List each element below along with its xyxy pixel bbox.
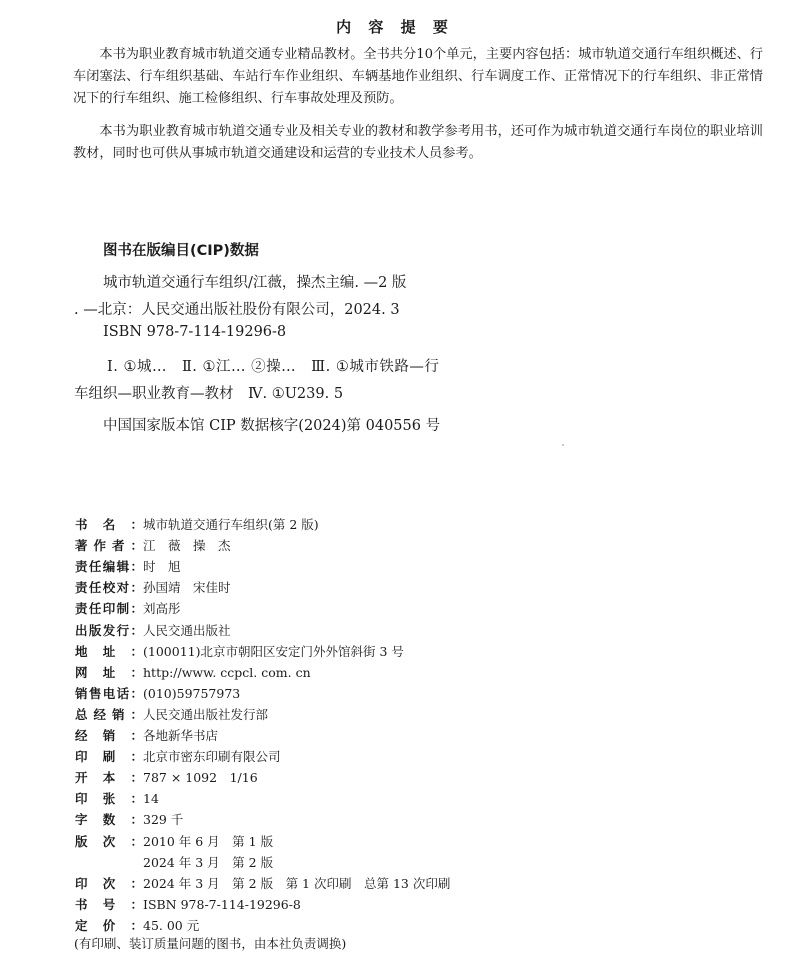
info-label: 地址：: [75, 643, 143, 659]
info-label: 开本：: [75, 770, 143, 786]
info-label: 责任校对：: [75, 580, 143, 596]
info-row: [75, 874, 450, 894]
summary-paragraph-1: 本书为职业教育城市轨道交通专业精品教材。全书共分10个单元，主要内容包括：城市轨道交通行车组织概述、行车闭塞法、行车组织基础、车站行车作业组织、车辆基地作业组织、行车调度工作、正常情况下的行车组织、非正常情况下的行车组织、施工检修组织、行车事故处理及预防。: [73, 47, 763, 106]
info-row: [75, 789, 159, 809]
info-value: (010)59757973: [143, 685, 241, 701]
info-row: [75, 578, 231, 598]
info-label: 字数：: [75, 812, 143, 828]
info-row: [75, 684, 240, 704]
info-row: [75, 768, 258, 788]
info-label: 书号：: [75, 896, 143, 912]
info-row: [75, 726, 218, 746]
info-row: [75, 853, 273, 873]
info-value: 时 旭: [143, 559, 181, 575]
info-value: 江 薇 操 杰: [143, 538, 231, 554]
info-value: ISBN 978-7-114-19296-8: [143, 896, 301, 912]
footer-note: (有印刷、装订质量问题的图书，由本社负责调换): [74, 936, 347, 951]
summary-title: 内 容 提 要: [336, 18, 454, 36]
info-value: 2010 年 6 月 第 1 版: [143, 833, 274, 849]
cip-isbn: ISBN 978-7-114-19296-8: [103, 324, 287, 340]
cip-line-2: . —北京：人民交通出版社股份有限公司，2024. 3: [74, 302, 400, 318]
cip-classification-1: Ⅰ. ①城… Ⅱ. ①江… ②操… Ⅲ. ①城市铁路—行: [107, 359, 440, 375]
info-row: [75, 810, 183, 830]
info-row: [75, 515, 319, 535]
info-value: 2024 年 3 月 第 2 版 第 1 次印刷 总第 13 次印刷: [143, 875, 451, 891]
info-label: 版次：: [75, 833, 143, 849]
info-row: [75, 705, 268, 725]
info-row: [75, 536, 231, 556]
cip-record-number: 中国国家版本馆 CIP 数据核字(2024)第 040556 号: [103, 418, 441, 434]
info-label: 经销：: [75, 728, 143, 743]
info-value: 787 × 1092 1/16: [143, 770, 258, 786]
info-value: 刘高彤: [143, 601, 181, 617]
cip-line-1: 城市轨道交通行车组织/江薇，操杰主编. —2 版: [103, 275, 407, 291]
info-value: 各地新华书店: [143, 728, 219, 743]
info-label: 网址：: [75, 664, 143, 680]
info-row: [75, 599, 181, 619]
summary-paragraph-2: 本书为职业教育城市轨道交通专业及相关专业的教材和教学参考用书，还可作为城市轨道交通行车岗位的职业培训教材，同时也可供从事城市轨道交通建设和运营的专业技术人员参考。: [73, 124, 763, 161]
info-row: [75, 895, 301, 915]
cip-heading: 图书在版编目(CIP)数据: [103, 243, 259, 259]
info-value: 2024 年 3 月 第 2 版: [143, 854, 274, 870]
info-row: [75, 642, 404, 662]
info-value: 14: [143, 791, 159, 807]
info-label: 责任编辑：: [75, 559, 143, 575]
info-row: [75, 557, 181, 577]
scan-speck: [562, 444, 564, 446]
info-row: [75, 916, 199, 936]
info-label: 总经销：: [75, 706, 143, 722]
info-value: 人民交通出版社: [143, 622, 231, 638]
info-label: 销售电话：: [75, 685, 143, 701]
info-value: 人民交通出版社发行部: [143, 706, 269, 722]
info-row: [75, 747, 281, 767]
info-label: 印次：: [75, 875, 143, 891]
cip-classification-2: 车组织—职业教育—教材 Ⅳ. ①U239. 5: [74, 386, 344, 402]
info-value: 北京市密东印刷有限公司: [143, 749, 281, 765]
info-value: 329 千: [143, 812, 184, 828]
info-value: http://www. ccpcl. com. cn: [143, 664, 311, 680]
info-value: (100011)北京市朝阳区安定门外外馆斜街 3 号: [143, 643, 404, 659]
info-label: 著作者：: [75, 538, 143, 554]
info-label: 责任印制：: [75, 601, 143, 617]
info-value: 孙国靖 宋佳时: [143, 580, 231, 596]
info-value: 城市轨道交通行车组织(第 2 版): [143, 517, 319, 532]
info-label: 书名：: [75, 517, 143, 532]
info-label: 印张：: [75, 791, 143, 807]
info-label: 印刷：: [75, 749, 143, 765]
info-row: [75, 621, 231, 641]
info-label: 定价：: [75, 917, 143, 933]
info-value: 45. 00 元: [143, 917, 200, 933]
info-row: [75, 832, 273, 852]
info-row: [75, 663, 311, 683]
info-label: 出版发行：: [75, 622, 143, 638]
